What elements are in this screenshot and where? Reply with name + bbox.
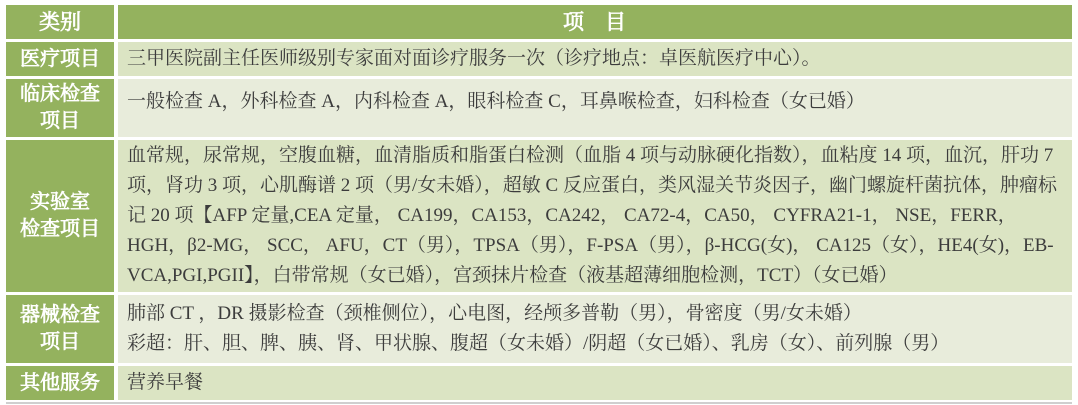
table-row-laboratory-exams bbox=[6, 140, 1072, 292]
content-line: 彩超：肝、胆、脾、胰、肾、甲状腺、腹超（女未婚）/阴超（女已婚）、乳房（女）、前列腺（男） bbox=[127, 333, 950, 354]
row-category-label bbox=[6, 140, 114, 292]
table-row-medical-service bbox=[6, 42, 1072, 76]
table-row-other-services bbox=[6, 366, 1072, 400]
row-content bbox=[118, 79, 1072, 137]
content-line: 肺部 CT ，DR 摄影检查（颈椎侧位），心电图，经颅多普勒（男），骨密度（男/女未婚） bbox=[127, 303, 862, 324]
row-content bbox=[118, 366, 1072, 400]
column-header-category: 类别 bbox=[6, 5, 114, 39]
content-line: 血常规，尿常规，空腹血糖，血清脂质和脂蛋白检测（血脂 4 项与动脉硬化指数），血粘度 14 项，血沉，肝功 7 项，肾功 3 项，心肌酶谱 2 项（男/女未婚），超敏 C 反应蛋白，类风湿关节炎因子，幽门螺旋杆菌抗体，肿瘤标记 20 项【AFP 定量,CEA 定量， CA199，CA153，CA242， CA72-4，CA50， CYFRA21-1， NSE，FERR， HGH，β2-MG， SCC， AFU，CT（男），TPSA（男），F-PSA（男），β-HCG(女)， CA125（女），HE4(女)，EB-VCA,PGI,PGII】，白带常规（女已婚），宫颈抹片检查（液基超薄细胞检测，TCT）（女已婚） bbox=[127, 145, 1057, 286]
content-line: 三甲医院副主任医师级别专家面对面诊疗服务一次（诊疗地点：卓医航医疗中心）。 bbox=[127, 48, 821, 69]
row-category-label bbox=[6, 366, 114, 400]
category-line: 实验室 bbox=[30, 191, 90, 213]
row-category-label bbox=[6, 295, 114, 363]
category-line: 其他服务 bbox=[20, 371, 100, 394]
table-row-instrument-exams bbox=[6, 295, 1072, 363]
row-content bbox=[118, 42, 1072, 76]
table-header-row bbox=[6, 5, 1072, 39]
category-line: 医疗项目 bbox=[20, 47, 100, 70]
row-content bbox=[118, 295, 1072, 363]
content-line: 一般检查 A，外科检查 A，内科检查 A，眼科检查 C，耳鼻喉检查，妇科检查（女已婚） bbox=[127, 91, 865, 112]
row-content bbox=[118, 140, 1072, 292]
category-line: 项目 bbox=[40, 331, 80, 353]
category-line: 器械检查 bbox=[20, 304, 100, 326]
category-line: 检查项目 bbox=[20, 218, 100, 240]
column-header-items: 项 目 bbox=[118, 5, 1072, 39]
category-line: 项目 bbox=[40, 110, 80, 132]
row-category-label bbox=[6, 42, 114, 76]
content-line: 营养早餐 bbox=[127, 372, 204, 393]
row-category-label bbox=[6, 79, 114, 137]
medical-package-table bbox=[6, 5, 1072, 404]
table-row-clinical-exams bbox=[6, 79, 1072, 137]
category-line: 临床检查 bbox=[20, 83, 100, 105]
